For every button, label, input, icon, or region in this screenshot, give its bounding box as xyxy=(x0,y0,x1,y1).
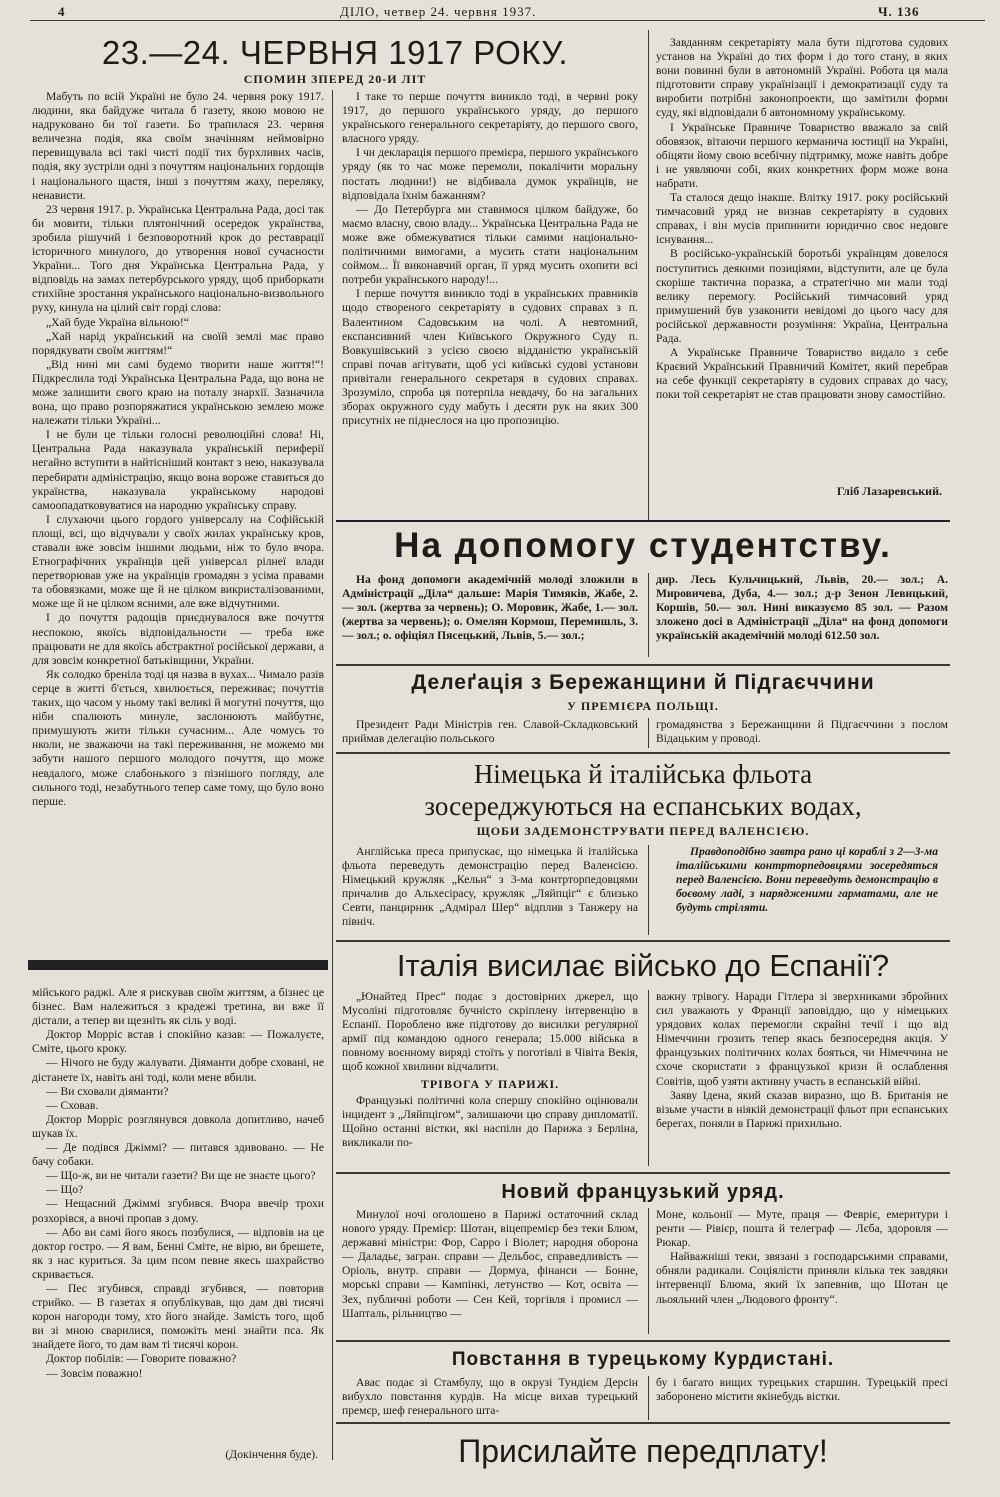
paragraph: А Українське Правниче Товариство видало з себе Краєвий Український Правничий Комітет, який перебрав на себе функції секретаріяту в судових справах до часу, поки той секретаріят не став працювати знову самостійно. xyxy=(656,346,948,402)
memoir-subtitle: СПОМИН ЗПЕРЕД 20-И ЛІТ xyxy=(243,72,427,86)
story-column xyxy=(32,986,324,1448)
section-rule xyxy=(336,752,950,754)
delegation-headline: Делеґація з Бережанщини й Підгаєччини xyxy=(411,671,875,694)
paragraph: І таке то перше почуття виникло тоді, в червні року 1917, до першого українського уряду, до першого українського генерального секретаріяту, до першого свого, власного уряду. xyxy=(342,90,638,146)
paragraph: Авас подає зі Стамбулу, що в окрузі Тундієм Дерсін вибухло повстання курдів. На місце вихав турецький премєр, шеф генерального шта- xyxy=(342,1376,638,1418)
paragraph: Доктор Морріс розглянувся довкола допитливо, начеб шукав їх. xyxy=(32,1112,324,1140)
paragraph: Як солодко бреніла тоді ця назва в вухах... Чимало разів серце в житті б'ється, хвилюється, переживає; почуттів таких, що часом у ньому такі великі й могутні почуття, що ніби спалюють минуле, заслонюють майбутнє, примушують жити тільки сучасним... Але чомусь то нколи, не зважаючи на такі переживання, не можемо ми забути нашого першого молодого почуття, що може невдалого, може слабонького з пізнішого погляду, але сильного тоді, незабутнього тепер саме тому, що було воно перше. xyxy=(32,667,324,808)
paragraph: Французькі політичні кола спершу спокійно оцінювали інцидент з „Ляйпцігом“, залишаючи цю справу дипломатії. Щойно останні вістки, які наспіли до Парижа з Берліна, викликали по- xyxy=(342,1093,638,1149)
paragraph: І перше почуття виникло тоді в українських правників щодо створеного секретаріяту в судових справах з п. Валентином Садовським на чолі. А невтомний, експансивний член Київського Окружного Суду п. Вовкушівський з усією своєю відданістю українській справі почав агітувати, щоб усі київські судові установи привітали генерального секретаря в судових справах. Зрозуміло, спроба ця потерпіла невдачу, бо на загальних зборах окружного суду мабуть і десяти рук на яких 300 присутніх не піднеслося на цю пропозицію. xyxy=(342,287,638,428)
paragraph: Президент Ради Міністрів ген. Славой-Складковський приймав делегацію польського xyxy=(342,718,638,746)
memoir-column-2 xyxy=(342,90,638,522)
paragraph: Завданням секретаріяту мала бути підготова судових установ на Україні до тих форм і до того стану, в яких вони повинні були в автономній Україні. Робота ця мала підготовити справу українізації і демократизації суду та виробити потрібні законопроекти, що замітили форми суду, які відповідали б автономному українському. xyxy=(656,36,948,120)
delegation-left xyxy=(342,718,638,748)
section-rule xyxy=(28,960,328,970)
section-rule xyxy=(336,1172,950,1174)
section-rule xyxy=(336,940,950,942)
paragraph: „Від нині ми самі будемо творити наше життя!“! Підкреслила тоді Українська Центральна Рада, що вона не може залишити свого краю на поталу знархії. Зазначила вона, що право розпоряжатися українською землею може належати тільки Україні... xyxy=(32,357,324,428)
paragraph: — Що-ж, ви не читали газети? Ви ще не знаєте цього? xyxy=(46,1169,316,1183)
paragraph: І до почуття радощів приєднувалося вже почуття неспокою, якоїсь відповідальности — треба вже працювати не для якоїсь абстрактної російської держави, а для зовсім конкретної батьківщини, України. xyxy=(32,611,324,667)
section-rule xyxy=(336,664,950,666)
kurdistan-left xyxy=(342,1376,638,1420)
paragraph: І Українське Правниче Товариство вважало за свій обовязок, вітаючи першого керманича юстиції на Україні, обіцяти йому свою всебічну підтримку, може навіть добре і не уявляючи собі, яких конкретних форм може вона набрати. xyxy=(656,120,948,190)
section-rule xyxy=(336,1340,950,1342)
italy-alarm-heading: ТРІВОГА У ПАРИЖІ. xyxy=(420,1076,560,1091)
column-divider xyxy=(648,718,649,748)
fleet-subtitle: ЩОБИ ЗАДЕМОНСТРУВАТИ ПЕРЕД ВАЛЕНСІЄЮ. xyxy=(476,824,810,838)
memoir-signature: Гліб Лазаревський. xyxy=(836,484,942,498)
paragraph: громадянства з Бережанщини й Підгаєччини з послом Відацьким у проводі. xyxy=(656,718,948,746)
paragraph: На фонд допомоги академічній молоді зложили в Адміністрації „Діла“ дальше: Марія Тимяків, Жабе, 2.— зол. (жертва за червень); О. Моровик, Жабе, 1.— зол. (жертва за червень); о. Омелян Кормош, Перемишль, 3.— зол.; о. офіціял Пясецький, Львів, 5.— зол.; xyxy=(342,573,638,643)
subscribe-banner: Присилайте передплату! xyxy=(458,1433,828,1469)
fleet-right xyxy=(676,845,938,935)
paragraph: — Ви сховали діяманти? xyxy=(46,1084,169,1098)
paragraph: „Хай нарід український на своїй землі має право порядкувати своїм життям!“ xyxy=(32,329,324,357)
france-headline: Новий французький уряд. xyxy=(501,1181,785,1203)
paragraph: Заяву Ідена, який сказав виразно, що В. Британія не візьме участи в ніякій демонстрації фльот при еспанських берегах, поняли в Парижі прихильно. xyxy=(656,1088,948,1130)
issue-number: Ч. 136 xyxy=(878,4,920,19)
paragraph: „Хай буде Україна вільною!“ xyxy=(46,315,189,329)
paragraph: — Нічого не буду жалувати. Діяманти добре сховані, не дістанете їх, навіть ані тоді, коли мене вбили. xyxy=(32,1056,324,1084)
memoir-title: 23.—24. ЧЕРВНЯ 1917 РОКУ. xyxy=(101,34,569,71)
paragraph: І чи декларація першого премієра, першого українського уряду (як то час може перемоли, покалічити моральну постать людини!) не відбивала думок українців, не відповідала їхнім бажанням? xyxy=(342,146,638,202)
paragraph: І слухаючи цього гордого універсалу на Софійській площі, всі, що відчували у своїх жилах українську кров, ставали вже зовсім іншими людьми, ніж то було вчора. Етнографічних українців цей універсал рілнеї влади перетворював уже на українців громадян з усіма правами та обовязками, може ще й не цілком викристалізованими, може ще й не цілком ясними, але вже відчутними. xyxy=(32,512,324,611)
paragraph: Доктор побілів: — Говорите поважно? xyxy=(46,1352,237,1366)
delegation-subtitle: У ПРЕМІЄРА ПОЛЬЩІ. xyxy=(567,699,719,713)
fleet-headline-1: Німецька й італійська фльота xyxy=(473,759,813,789)
paragraph: Правдоподібно завтра рано ці кораблі з 2—3-ма італійськими контрторпедовцями зосередяться перед Валенсією. Вони переведуть демонстрацію в боєвому ладі, з нарядженими гарматами, але не будуть стріляти. xyxy=(676,845,938,915)
italy-headline: Італія висилає військо до Еспанії? xyxy=(396,948,890,983)
fleet-headline-2: зосереджуються на еспанських водах, xyxy=(424,791,862,821)
paragraph: — Сховав. xyxy=(46,1098,99,1112)
paragraph: Доктор Морріс встав і спокійно казав: — Пожалуєте, Сміте, цього кроку. xyxy=(32,1028,324,1056)
italy-right xyxy=(656,990,948,1170)
column-divider xyxy=(332,90,333,1460)
paragraph: — Нещасний Джіммі згубився. Вчора ввечір трохи розхорівся, а вночі пропав з дому. xyxy=(32,1197,324,1225)
paragraph: І не були це тільки голосні революційні слова! Ні, Центральна Рада наказувала українській периферії негайно вступити в найтісніший контакт з нею, наказувала перебирати адміністрацію, якщо вона вороже ставиться до українства, наказувала українському народові самоопадатковуватися на народню українську справу. xyxy=(32,428,324,512)
column-divider xyxy=(648,845,649,935)
kurdistan-headline: Повстання в турецькому Курдистані. xyxy=(451,1349,835,1370)
masthead-rule xyxy=(30,20,985,21)
column-divider xyxy=(648,573,649,657)
paragraph: Та сталося дещо інакше. Влітку 1917. року російський тимчасовий уряд не визнав секретаріяту в судових справах, і він мусів припинити юридично своє недовге існування... xyxy=(656,191,948,247)
fleet-left xyxy=(342,845,638,935)
page-number: 4 xyxy=(58,4,66,19)
paragraph: важну трівогу. Наради Гітлера зі зверхниками збройних сил уважають у Франції заповіддю, що у німецьких урядових колах перемогли скрайні течії і що від Німеччини грозить тепер якась безпосередня акція. У французьких політичних колах бояться, чи Німеччина не схоче скористати з французької кризи й ослаблення Совітів, щоб узяти активну участь в еспанській війні. xyxy=(656,990,948,1088)
paragraph: дир. Лесь Кульчицький, Львів, 20.— зол.; А. Мировичева, Дуба, 4.— зол.; д-р Зенон Левицький, Коршів, 50.— зол. Нині виказуємо 85 зол. — Разом зложено досі в Адміністрації „Діла“ на фонд допомоги українській академічній молоді 612.50 зол. xyxy=(656,573,948,643)
paragraph: В російсько-українській боротьбі українцям довелося поступитись деякими позиціями, відступити, але це була скоріше тактична поразка, а стратегічно ми мали тоді велику перемогу. Російський тимчасовий уряд примушений був узаконити невідомі до цього часу для російської державности розуміння: Україна, Центральна Рада. xyxy=(656,247,948,345)
column-divider xyxy=(648,1208,649,1334)
masthead-title: ДІЛО, четвер 24. червня 1937. xyxy=(340,4,537,19)
memoir-column-1 xyxy=(32,90,324,960)
delegation-right xyxy=(656,718,948,748)
students-right xyxy=(656,573,948,657)
paragraph: — Пес згубився, справді згубився, — повторив стрийко. — В газетах я опублікував, що дам дві тисячі корон нагороди тому, хто його знайде. Замість того, щоб ви зі мною сварилися, поможіть мені знайти пса. Як знайдете його, то дам вам ті тисячі корон. xyxy=(32,1281,324,1352)
column-divider xyxy=(648,30,649,520)
paragraph: — До Петербурга ми ставимося цілком байдуже, бо маємо власну, свою владу... Українська Центральна Рада не може вже обмежуватися тільки самими національно-політичними вимогами, а мусить стати національним соймом... Її виконавчий орган, її уряд мусить охопити всі потреби українського народу!... xyxy=(342,202,638,287)
france-right xyxy=(656,1208,948,1334)
paragraph: „Юнайтед Прес“ подає з достовірних джерел, що Мусоліні підготовляє бучністо скріплену інтервенцію в Еспанії. Пороблено вже підготову до висилки регулярної армії під командою одного генерала; 15.000 війська в повному воєнному виряді стоїть у поготівлі в Чівіта Векія, щоб кожної хвилини відчалити. xyxy=(342,990,638,1074)
france-left xyxy=(342,1208,638,1334)
paragraph: Моне, кольонії — Муте, праця — Февріє, емеритури і ренти — Рівієр, пошта й телеграф — Лєба, здоровля — Рюкар. xyxy=(656,1208,948,1250)
students-headline: На допомогу студентству. xyxy=(394,526,892,565)
column-divider xyxy=(648,990,649,1166)
paragraph: Минулої ночі оголошено в Парижі остаточний склад нового уряду. Премієр: Шотан, віцепремієр без теки Блюм, державні міністри: Фор, Сарро і Віолет; народня оборона — Даладьє, загран. справи — Дельбос, справедливість — Оріоль, внутр. справи — Дормуа, фінанси — Бонне, морські справи — Кампінкі, летунство — Кот, освіта — Зех, публичні роботи — Сен Кей, торгівля і промисл — Шапталь, рільництво — xyxy=(342,1208,638,1320)
paragraph: — Зовсім поважно! xyxy=(46,1366,143,1380)
italy-left xyxy=(342,990,638,1170)
kurdistan-right xyxy=(656,1376,948,1420)
paragraph: — Де подівся Джіммі? — питався здивовано. — Не бачу собаки. xyxy=(32,1141,324,1169)
section-rule xyxy=(336,1422,950,1424)
story-to-be-continued: (Докінчення буде). xyxy=(225,1448,318,1461)
paragraph: бу і багато вищих турецьких старшин. Турецькій пресі заборонено містити якінебудь вістки. xyxy=(656,1376,948,1404)
paragraph: — Що? xyxy=(46,1183,84,1197)
column-divider xyxy=(648,1376,649,1420)
paragraph: Англійська преса припускає, що німецька й італійська фльота переведуть демонстрацію перед Валенсією. Німецький кружляк „Кельн“ з 3-ма контрторпедовцями причалив до Альхесірасу, кружляк „Ляйпціг“ є близько Севти, панцирник „Адмірал Шер“ відплив з Танжеру на північ. xyxy=(342,845,638,929)
memoir-column-3 xyxy=(656,36,948,506)
paragraph: 23 червня 1917. р. Українська Центральна Рада, досі так би мовити, тільки плятонічний осередок українства, зробила рішучий і безповоротний крок до реставрації історичного минулого, до утворення нової сучасности України... Того дня Українська Центральна Рада, у відповідь на замах петербурського уряду, щоб приборкати стихійне зростання українського національно-визвольного руху, кинула на цілий світ горді слова: xyxy=(32,202,324,315)
paragraph: — Або ви самі його якось позбулися, — відповів на це доктор гостро. — Я вам, Бенні Сміте, не вірю, ви брешете, як з нас куриться. За цим псом певне якесь шахрайство скривається. xyxy=(32,1225,324,1281)
paragraph: Найважніші теки, звязані з господарськими справами, обняли радикали. Соціялісти приняли кілька тек завдяки інтервенції Блюма, який їх запевнив, що Шотан це льояльний член „Людового фронту“. xyxy=(656,1250,948,1306)
students-left xyxy=(342,573,638,657)
paragraph: мійського раджі. Але я рискував своїм життям, а бізнес це бізнес. Вам належиться з крадежі третина, ви вже її дістали, а тепер ви щезніть як сіль у воді. xyxy=(32,986,324,1028)
paragraph: Мабуть по всій Україні не було 24. червня року 1917. людини, яка байдуже читала б газету, якою мовою не надруковано би тої газети. Бо трапилася 23. червня величезна подія, яка своїм значінням неймовірно перевищувала всі такі чисті події тих бурхливих часів, подія, яку зустріли одні з почуттям національних гордощів і національного щастя, інші з почуттям жаху, переляку, ненависти. xyxy=(32,90,324,202)
